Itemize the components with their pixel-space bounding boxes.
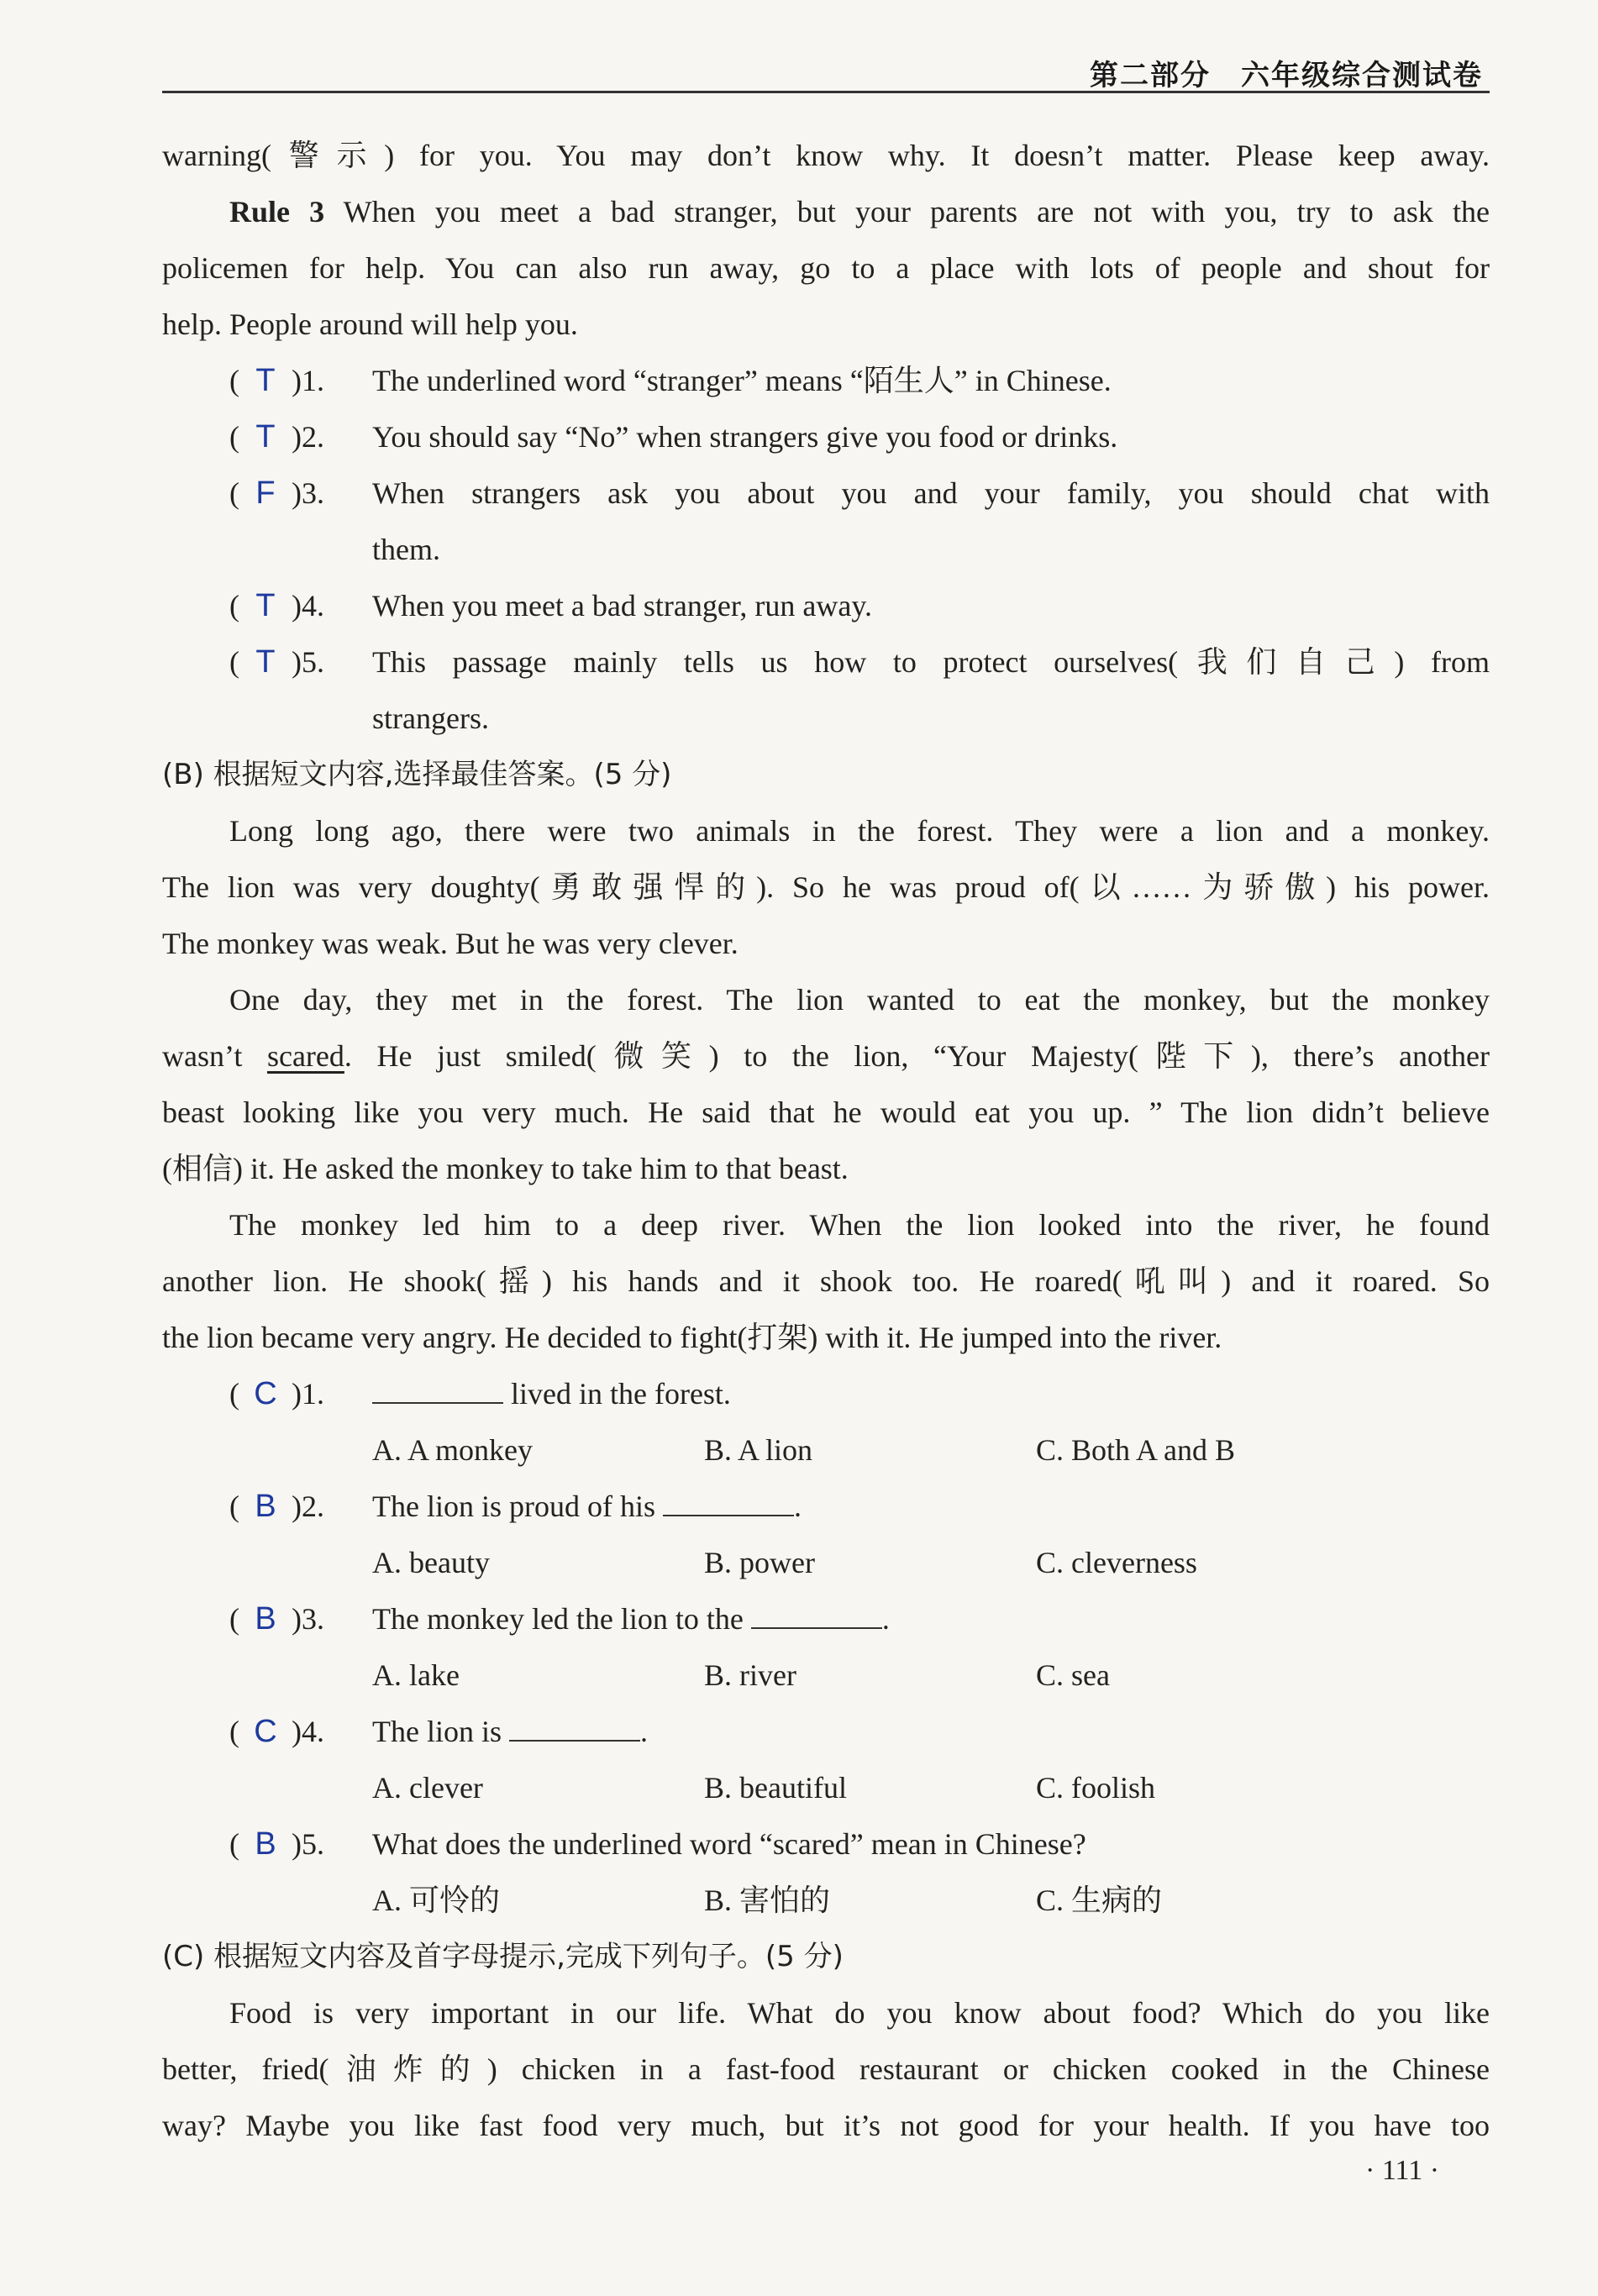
passage-line: The lion was very doughty(勇敢强悍的). So he was proud of(以……为骄傲) his power. <box>162 870 1490 904</box>
rule3-line: policemen for help. You can also run away, go to a place with lots of people and shout for <box>162 251 1490 285</box>
option-a: A. beauty <box>372 1546 490 1579</box>
option-a: A. lake <box>372 1658 460 1692</box>
option-a: A. A monkey <box>372 1433 534 1467</box>
passage-line: One day, they met in the forest. The lion wanted to eat the monkey, but the monkey <box>229 983 1490 1017</box>
tf-question <box>162 578 1490 634</box>
tf-question <box>162 353 1490 409</box>
question-number: ( B )3. <box>162 1591 372 1647</box>
question-number: ( T )2. <box>162 409 372 465</box>
answer: B <box>255 1601 276 1637</box>
passage-line: another lion. He shook(摇) his hands and it shook too. He roared(吼叫) and it roared. So <box>162 1264 1490 1298</box>
question-number: ( T )4. <box>162 578 372 634</box>
options <box>372 1647 1490 1704</box>
option-c: C. foolish <box>1036 1771 1156 1805</box>
question-number: ( T )1. <box>162 353 372 409</box>
answer: C <box>254 1376 277 1411</box>
option-b: B. river <box>704 1658 796 1692</box>
intro-line: warning(警示) for you. You may don’t know why. It doesn’t matter. Please keep away. <box>162 139 1490 172</box>
passage-line: better, fried(油炸的) chicken in a fast-food restaurant or chicken cooked in the Chinese <box>162 2052 1490 2086</box>
question-text: When strangers ask you about you and your family, you should chat with <box>372 476 1490 510</box>
options <box>372 1422 1490 1479</box>
answer-blank <box>751 1602 882 1629</box>
rule3-text: When you meet a bad stranger, but your parents are not with you, try to ask the <box>324 195 1490 229</box>
option-b: B. A lion <box>704 1433 813 1467</box>
passage-line: (相信) it. He asked the monkey to take him to that beast. <box>162 1152 849 1185</box>
passage-line: beast looking like you very much. He said that he would eat you up. ” The lion didn’t believe <box>162 1095 1490 1129</box>
passage-line: the lion became very angry. He decided to fight(打架) with it. He jumped into the river. <box>162 1321 1222 1354</box>
question-text: This passage mainly tells us how to protect ourselves(我们自己) from <box>372 645 1490 679</box>
answer: F <box>255 475 276 511</box>
question-text: When you meet a bad stranger, run away. <box>372 589 872 623</box>
section-b-heading: (B) 根据短文内容,选择最佳答案。(5 分) <box>162 758 672 791</box>
option-a: A. clever <box>372 1771 483 1805</box>
mc-question <box>162 1591 1490 1647</box>
options <box>372 1873 1490 1929</box>
answer: B <box>255 1826 276 1862</box>
option-c: C. Both A and B <box>1036 1433 1236 1467</box>
question-text: The lion is . <box>372 1715 648 1748</box>
answer-blank <box>372 1377 503 1404</box>
mc-question <box>162 1704 1490 1760</box>
option-c: C. cleverness <box>1036 1546 1197 1579</box>
tf-question <box>162 465 1490 522</box>
answer: C <box>254 1714 277 1749</box>
option-b: B. 害怕的 <box>704 1884 831 1917</box>
page-number: · 111 · <box>1365 2155 1440 2186</box>
answer-blank <box>663 1490 794 1516</box>
option-b: B. beautiful <box>704 1771 847 1805</box>
question-number: ( B )5. <box>162 1816 372 1873</box>
answer: T <box>255 588 276 623</box>
passage-line: The monkey was weak. But he was very clever. <box>162 927 739 960</box>
tf-question <box>162 634 1490 691</box>
page-header <box>162 44 1490 93</box>
answer: T <box>255 419 276 454</box>
answer-blank <box>509 1715 640 1742</box>
answer: T <box>255 363 276 398</box>
rule3-line <box>162 184 1490 240</box>
passage-line: The monkey led him to a deep river. When the lion looked into the river, he found <box>229 1208 1490 1242</box>
mc-question <box>162 1479 1490 1535</box>
question-text-cont: strangers. <box>372 701 489 735</box>
options <box>372 1535 1490 1591</box>
passage-line: Long long ago, there were two animals in the forest. They were a lion and a monkey. <box>229 814 1490 848</box>
rule3-label: Rule 3 <box>229 195 325 229</box>
question-text: You should say “No” when strangers give you food or drinks. <box>372 420 1118 454</box>
question-number: ( T )5. <box>162 634 372 691</box>
answer: B <box>255 1489 276 1524</box>
question-number: ( F )3. <box>162 465 372 522</box>
question-text: lived in the forest. <box>372 1366 731 1422</box>
question-number: ( B )2. <box>162 1479 372 1535</box>
section-c-heading: (C) 根据短文内容及首字母提示,完成下列句子。(5 分) <box>162 1940 844 1973</box>
question-number: ( C )4. <box>162 1704 372 1760</box>
passage-line: way? Maybe you like fast food very much, but it’s not good for your health. If you have too <box>162 2109 1490 2142</box>
option-c: C. 生病的 <box>1036 1884 1163 1917</box>
tf-question <box>162 409 1490 465</box>
options <box>372 1760 1490 1816</box>
underlined-word: scared <box>266 1039 344 1073</box>
option-b: B. power <box>704 1546 815 1579</box>
rule3-line: help. People around will help you. <box>162 307 578 341</box>
mc-question <box>162 1366 1490 1422</box>
passage-line: Food is very important in our life. What do you know about food? Which do you like <box>229 1996 1490 2030</box>
option-a: A. 可怜的 <box>372 1884 500 1917</box>
question-text: The monkey led the lion to the . <box>372 1602 890 1636</box>
question-number: ( C )1. <box>162 1366 372 1422</box>
mc-question <box>162 1816 1490 1873</box>
question-text: The lion is proud of his . <box>372 1490 802 1523</box>
question-text-cont: them. <box>372 533 440 566</box>
option-c: C. sea <box>1036 1658 1110 1692</box>
content <box>162 128 1490 2154</box>
passage-line: wasn’t scared. He just smiled(微笑) to the lion, “Your Majesty(陛下), there’s another <box>162 1039 1490 1073</box>
answer: T <box>255 644 276 680</box>
question-text: The underlined word “stranger” means “陌生人” in Chinese. <box>372 364 1112 397</box>
question-text: What does the underlined word “scared” mean in Chinese? <box>372 1827 1086 1861</box>
header-title: 第二部分 六年级综合测试卷 <box>1090 59 1483 92</box>
